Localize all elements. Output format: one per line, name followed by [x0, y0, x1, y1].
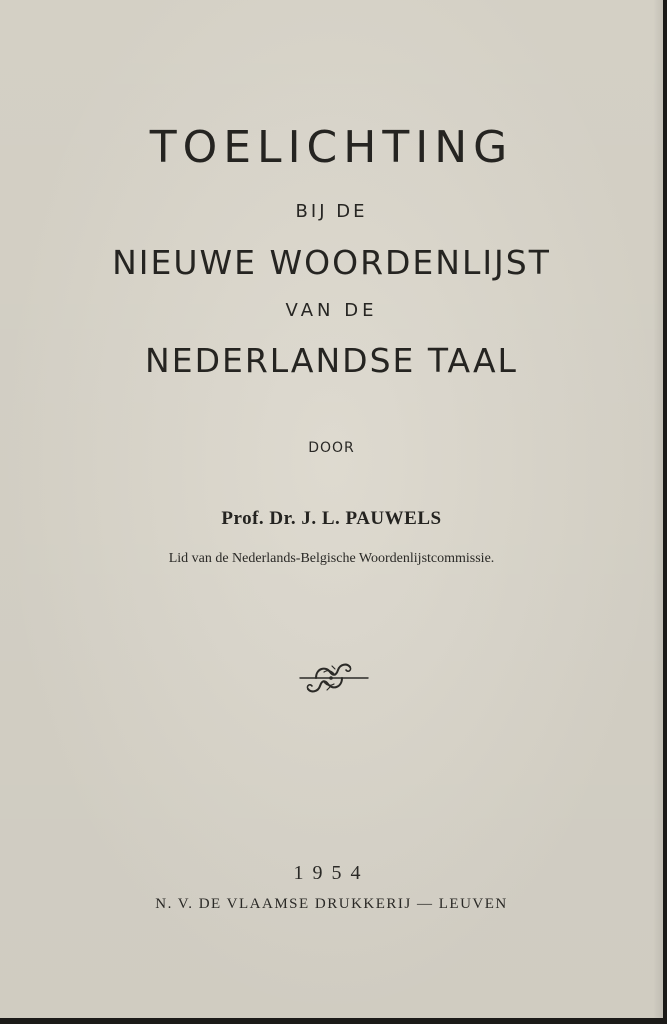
title-main: TOELICHTING [149, 122, 514, 173]
fleuron-ornament-icon [298, 656, 370, 698]
title-nieuwe-woordenlijst: NIEUWE WOORDENLIJST [112, 243, 551, 282]
title-nederlandse-taal: NEDERLANDSE TAAL [145, 341, 518, 380]
title-connector-van-de: VAN DE [285, 300, 378, 321]
publisher-imprint: N. V. DE VLAAMSE DRUKKERIJ — LEUVEN [155, 896, 508, 912]
title-connector-bij-de: BIJ DE [295, 201, 368, 222]
byline-label: DOOR [308, 440, 355, 456]
author-name: Prof. Dr. J. L. PAUWELS [221, 508, 442, 529]
author-affiliation: Lid van de Nederlands-Belgische Woordenlijstcommissie. [168, 551, 495, 566]
publication-year: 1954 [293, 862, 370, 884]
